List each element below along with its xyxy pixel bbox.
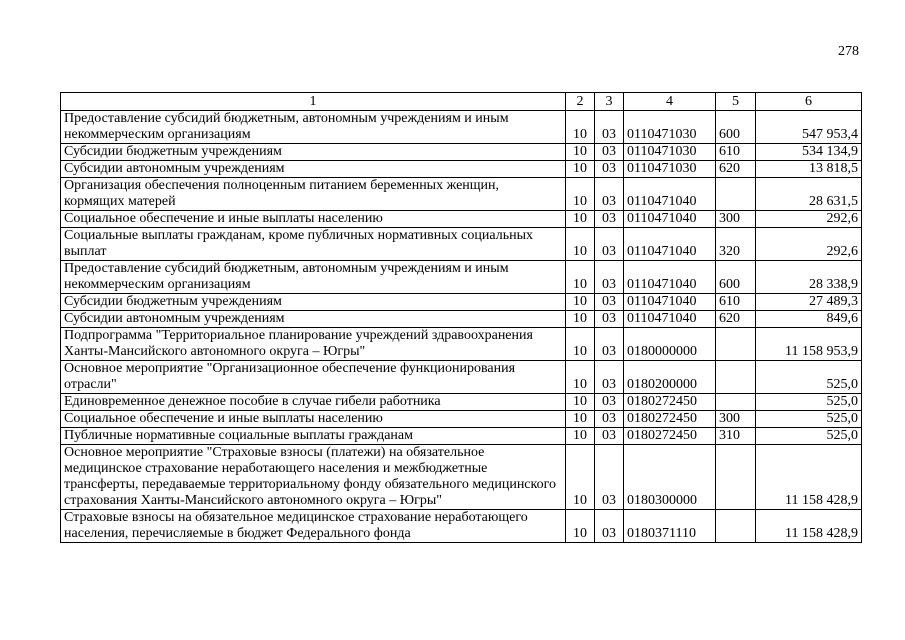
- row-target-code: 0180200000: [624, 361, 716, 394]
- row-description: Субсидии бюджетным учреждениям: [61, 144, 566, 161]
- row-amount: 292,6: [756, 211, 862, 228]
- row-amount: 547 953,4: [756, 111, 862, 144]
- row-section: 10: [566, 328, 595, 361]
- row-amount: 11 158 428,9: [756, 510, 862, 543]
- row-section: 10: [566, 445, 595, 510]
- row-description: Подпрограмма "Территориальное планирование учреждений здравоохранения Ханты-Мансийского автономного округа – Югры": [61, 328, 566, 361]
- row-expense-type: [716, 361, 756, 394]
- row-subsection: 03: [595, 411, 624, 428]
- table-row: [61, 178, 862, 211]
- row-description: Предоставление субсидий бюджетным, автономным учреждениям и иным некоммерческим организациям: [61, 111, 566, 144]
- row-subsection: 03: [595, 311, 624, 328]
- row-amount: 292,6: [756, 228, 862, 261]
- row-section: 10: [566, 311, 595, 328]
- row-amount: 27 489,3: [756, 294, 862, 311]
- table-row: [61, 445, 862, 510]
- row-subsection: 03: [595, 445, 624, 510]
- row-expense-type: [716, 510, 756, 543]
- row-section: 10: [566, 428, 595, 445]
- row-description: Предоставление субсидий бюджетным, автономным учреждениям и иным некоммерческим организациям: [61, 261, 566, 294]
- row-expense-type: [716, 394, 756, 411]
- row-expense-type: [716, 328, 756, 361]
- table-row: [61, 261, 862, 294]
- table-row: [61, 228, 862, 261]
- table-row: [61, 510, 862, 543]
- row-target-code: 0110471040: [624, 311, 716, 328]
- column-header: 6: [756, 93, 862, 111]
- row-expense-type: 600: [716, 261, 756, 294]
- table-row: [61, 361, 862, 394]
- row-subsection: 03: [595, 294, 624, 311]
- row-subsection: 03: [595, 211, 624, 228]
- row-expense-type: [716, 178, 756, 211]
- table-row: [61, 411, 862, 428]
- table-row: [61, 144, 862, 161]
- row-amount: 525,0: [756, 394, 862, 411]
- row-description: Субсидии автономным учреждениям: [61, 161, 566, 178]
- row-amount: 11 158 428,9: [756, 445, 862, 510]
- row-section: 10: [566, 294, 595, 311]
- table-body: [61, 111, 862, 543]
- row-subsection: 03: [595, 361, 624, 394]
- row-subsection: 03: [595, 394, 624, 411]
- column-header: 5: [716, 93, 756, 111]
- row-section: 10: [566, 411, 595, 428]
- row-target-code: 0180000000: [624, 328, 716, 361]
- table-row: [61, 211, 862, 228]
- row-target-code: 0110471040: [624, 261, 716, 294]
- row-description: Социальные выплаты гражданам, кроме публичных нормативных социальных выплат: [61, 228, 566, 261]
- row-amount: 534 134,9: [756, 144, 862, 161]
- page-number: 278: [838, 44, 859, 59]
- row-expense-type: 610: [716, 294, 756, 311]
- column-header: 4: [624, 93, 716, 111]
- row-expense-type: 300: [716, 411, 756, 428]
- table-row: [61, 394, 862, 411]
- row-amount: 525,0: [756, 361, 862, 394]
- row-description: Субсидии бюджетным учреждениям: [61, 294, 566, 311]
- row-section: 10: [566, 361, 595, 394]
- row-description: Единовременное денежное пособие в случае гибели работника: [61, 394, 566, 411]
- row-expense-type: 600: [716, 111, 756, 144]
- row-target-code: 0180300000: [624, 445, 716, 510]
- row-description: Социальное обеспечение и иные выплаты населению: [61, 211, 566, 228]
- table-row: [61, 111, 862, 144]
- table-row: [61, 161, 862, 178]
- row-expense-type: 620: [716, 161, 756, 178]
- row-target-code: 0180272450: [624, 428, 716, 445]
- row-section: 10: [566, 228, 595, 261]
- table-header-row: [61, 93, 862, 111]
- row-section: 10: [566, 178, 595, 211]
- row-target-code: 0110471040: [624, 211, 716, 228]
- row-amount: 849,6: [756, 311, 862, 328]
- column-header: 3: [595, 93, 624, 111]
- row-target-code: 0180272450: [624, 394, 716, 411]
- row-subsection: 03: [595, 328, 624, 361]
- table-row: [61, 328, 862, 361]
- row-subsection: 03: [595, 228, 624, 261]
- row-description: Страховые взносы на обязательное медицинское страхование неработающего населения, перечисляемые в бюджет Федерального фонда: [61, 510, 566, 543]
- row-section: 10: [566, 211, 595, 228]
- row-description: Организация обеспечения полноценным питанием беременных женщин, кормящих матерей: [61, 178, 566, 211]
- row-expense-type: 310: [716, 428, 756, 445]
- row-section: 10: [566, 161, 595, 178]
- row-section: 10: [566, 261, 595, 294]
- row-subsection: 03: [595, 161, 624, 178]
- row-subsection: 03: [595, 144, 624, 161]
- row-subsection: 03: [595, 178, 624, 211]
- column-header: 2: [566, 93, 595, 111]
- row-amount: 525,0: [756, 428, 862, 445]
- row-target-code: 0110471030: [624, 111, 716, 144]
- table-row: [61, 294, 862, 311]
- row-target-code: 0110471040: [624, 178, 716, 211]
- row-description: Публичные нормативные социальные выплаты гражданам: [61, 428, 566, 445]
- row-amount: 11 158 953,9: [756, 328, 862, 361]
- row-amount: 28 338,9: [756, 261, 862, 294]
- row-amount: 13 818,5: [756, 161, 862, 178]
- row-expense-type: 620: [716, 311, 756, 328]
- row-expense-type: 610: [716, 144, 756, 161]
- row-target-code: 0180272450: [624, 411, 716, 428]
- row-target-code: 0110471030: [624, 144, 716, 161]
- row-expense-type: 300: [716, 211, 756, 228]
- table-row: [61, 428, 862, 445]
- row-subsection: 03: [595, 261, 624, 294]
- row-subsection: 03: [595, 510, 624, 543]
- row-section: 10: [566, 510, 595, 543]
- row-target-code: 0110471030: [624, 161, 716, 178]
- column-header: 1: [61, 93, 566, 111]
- row-target-code: 0180371110: [624, 510, 716, 543]
- row-expense-type: 320: [716, 228, 756, 261]
- budget-table: [60, 92, 862, 543]
- row-description: Субсидии автономным учреждениям: [61, 311, 566, 328]
- row-section: 10: [566, 111, 595, 144]
- row-section: 10: [566, 144, 595, 161]
- row-subsection: 03: [595, 428, 624, 445]
- row-description: Основное мероприятие "Страховые взносы (платежи) на обязательное медицинское страхование неработающего населения и межбюджетные трансферты, передаваемые территориальному фонду обязательного медицинского страхования Ханты-Мансийского автономного округа – Югры": [61, 445, 566, 510]
- row-amount: 525,0: [756, 411, 862, 428]
- row-target-code: 0110471040: [624, 228, 716, 261]
- row-subsection: 03: [595, 111, 624, 144]
- row-expense-type: [716, 445, 756, 510]
- row-description: Основное мероприятие "Организационное обеспечение функционирования отрасли": [61, 361, 566, 394]
- table-row: [61, 311, 862, 328]
- row-amount: 28 631,5: [756, 178, 862, 211]
- row-description: Социальное обеспечение и иные выплаты населению: [61, 411, 566, 428]
- row-section: 10: [566, 394, 595, 411]
- row-target-code: 0110471040: [624, 294, 716, 311]
